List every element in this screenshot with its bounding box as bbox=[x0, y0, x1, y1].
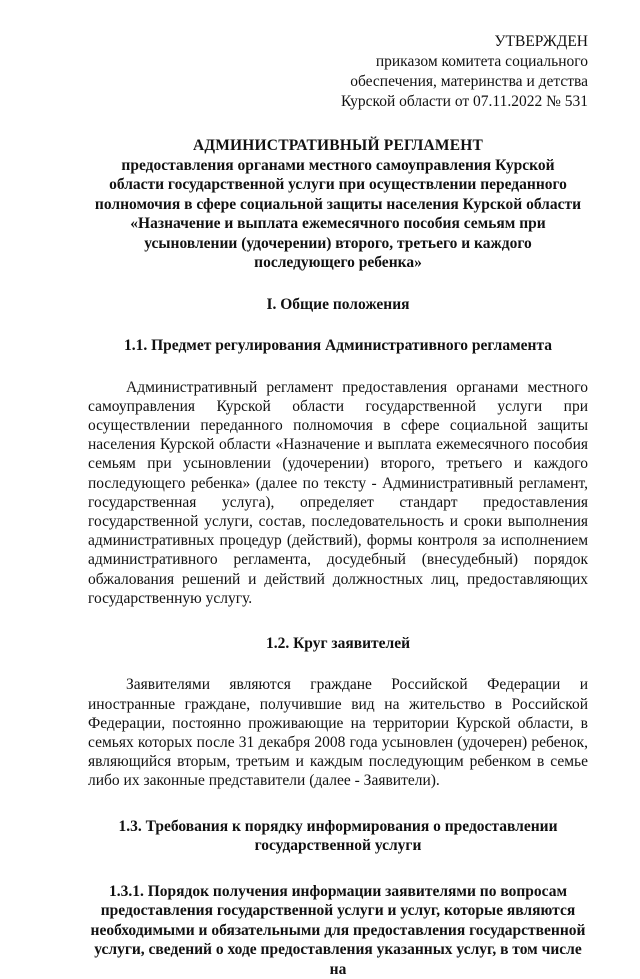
subsection-1-3-1-line-1: 1.3.1. Порядок получения информации заявителями по вопросам bbox=[108, 882, 568, 900]
subsection-1-3-1-line-4: услуги, сведений о ходе предоставления указанных услуг, в том числе на bbox=[94, 941, 582, 978]
subsection-1-2-text: Заявителями являются граждане Российской Федерации и иностранные граждане, получившие вид на жительство в Российской Федерации, постоянно проживающие на территории Курской области, в семьях которых после 31 декабря 2008 года усыновлен (удочерен) ребенок, являющийся вторым, третьим и каждым последующим ребенком в семье либо их законные представители (далее - Заявители). bbox=[88, 676, 588, 790]
title-line-1: предоставления органами местного самоуправления Курской bbox=[121, 156, 555, 174]
title-line-4: «Назначение и выплата ежемесячного пособия семьям при bbox=[130, 215, 546, 232]
title-main: АДМИНИСТРАТИВНЫЙ РЕГЛАМЕНТ bbox=[192, 137, 484, 154]
subsection-1-3-1-line-3: необходимыми и обязательными для предоставления государственной bbox=[90, 921, 586, 939]
subsection-1-3-heading-line-2: государственной услуги bbox=[254, 837, 422, 855]
document-title bbox=[88, 136, 588, 273]
subsection-1-3-heading-line-1: 1.3. Требования к порядку информирования о предоставлении bbox=[118, 817, 558, 835]
title-line-6: последующего ребенка» bbox=[254, 254, 422, 271]
title-line-3: полномочия в сфере социальной защиты населения Курской области bbox=[94, 195, 582, 213]
subsection-1-3-1-line-2: предоставления государственной услуги и услуг, которые являются bbox=[100, 902, 576, 920]
approval-line-2: приказом комитета социального bbox=[375, 53, 588, 70]
subsection-1-1-heading: 1.1. Предмет регулирования Административного регламента bbox=[123, 337, 553, 354]
section-1-heading: I. Общие положения bbox=[266, 295, 410, 313]
title-line-2: области государственной услуги при осуществлении переданного bbox=[109, 176, 567, 193]
approval-line-3: обеспечения, материнства и детства bbox=[350, 73, 588, 90]
approval-stamp bbox=[88, 32, 588, 112]
subsection-1-3-1-text bbox=[88, 882, 588, 979]
subsection-1-2-heading: 1.2. Круг заявителей bbox=[265, 634, 411, 652]
subsection-1-1-text: Административный регламент предоставления органами местного самоуправления Курской области государственной услуги при осуществлении переданного полномочия в сфере социальной защиты населения Курской области «Назначение и выплата ежемесячного пособия семьям при усыновлении (удочерении) второго, третьего и каждого последующего ребенка» (далее по тексту - Административный регламент, государственная услуга), определяет стандарт предоставления государственной услуги, состав, последовательность и сроки выполнения административных процедур (действий), формы контроля за исполнением административного регламента, досудебный (внесудебный) порядок обжалования решений и действий должностных лиц, предоставляющих государственную услугу. bbox=[88, 378, 588, 607]
approval-heading: УТВЕРЖДЕН bbox=[494, 33, 588, 50]
title-line-5: усыновлении (удочерении) второго, третьего и каждого bbox=[144, 234, 532, 252]
approval-line-4: Курской области от 07.11.2022 № 531 bbox=[340, 93, 588, 110]
subsection-1-3-heading bbox=[88, 817, 588, 856]
